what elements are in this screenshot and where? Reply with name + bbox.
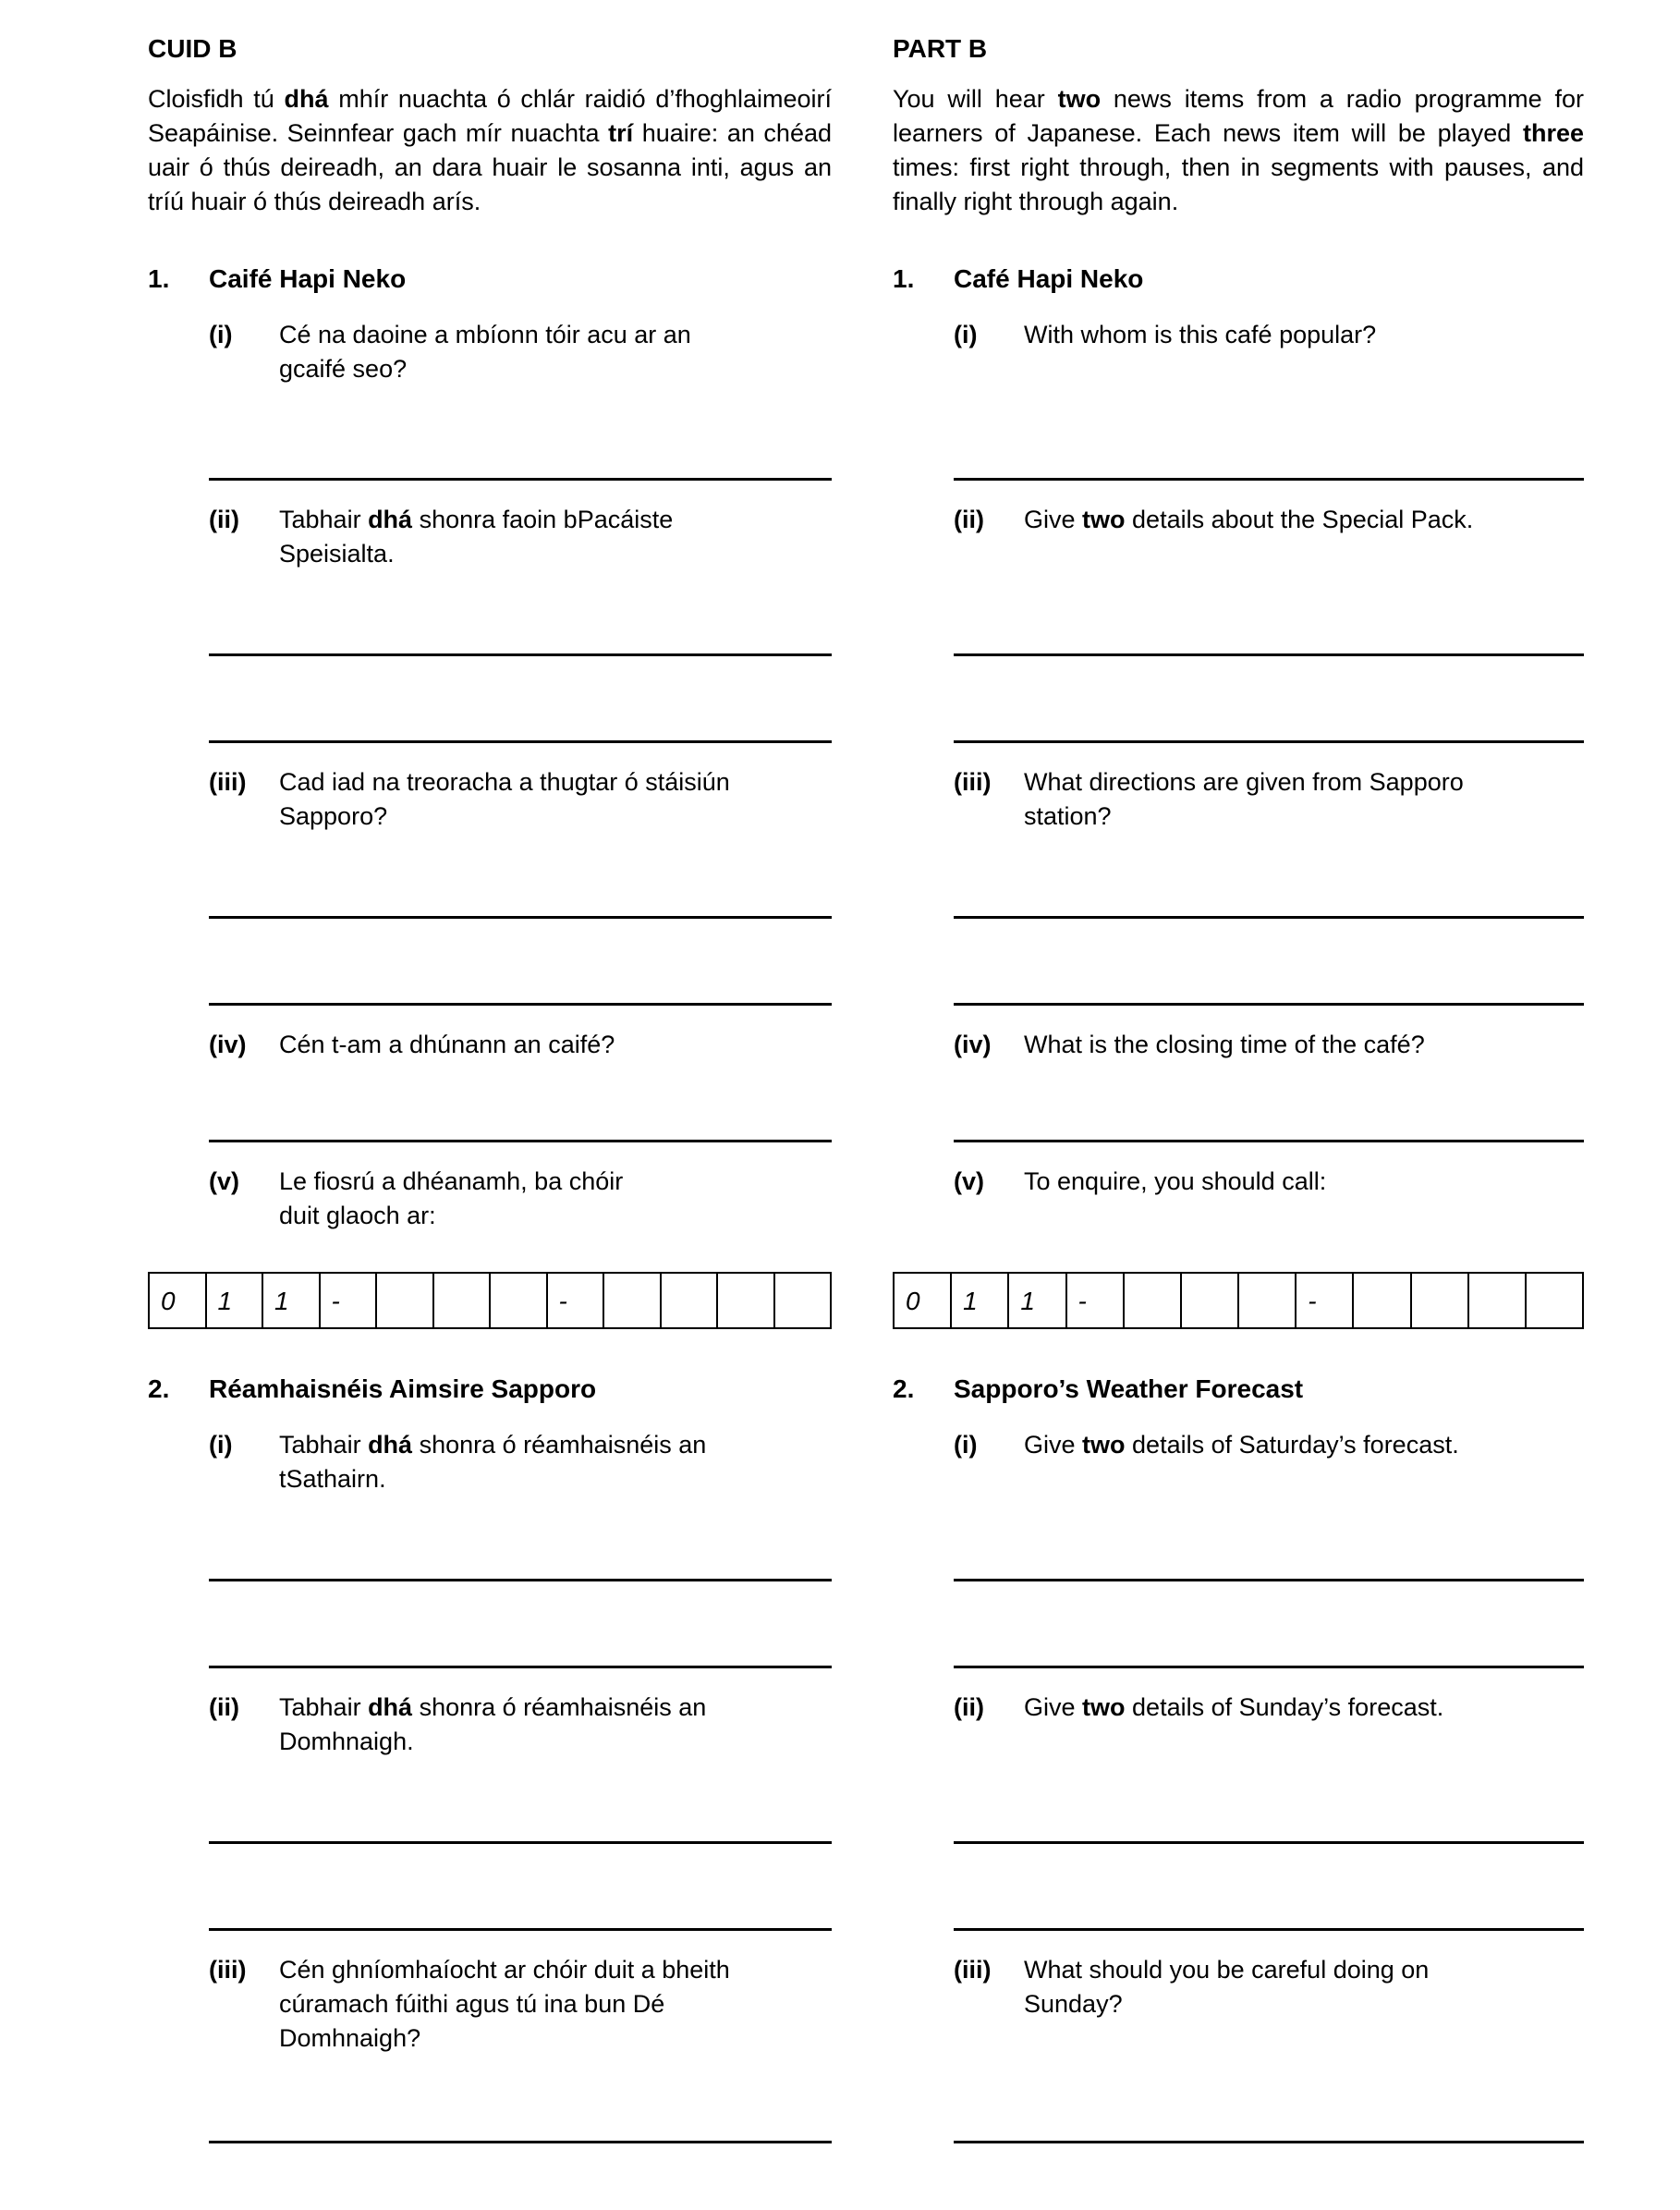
phone-row — [893, 1240, 1584, 1329]
column-heading-english: PART B — [893, 34, 988, 63]
section-2-title-row-english — [893, 1329, 1584, 1406]
question-row — [893, 1931, 1584, 2066]
phone-cell[interactable] — [375, 1274, 432, 1327]
phone-cell[interactable] — [603, 1274, 660, 1327]
answer-row — [148, 656, 832, 743]
phone-cell[interactable] — [660, 1274, 717, 1327]
question-label: (ii) — [209, 506, 239, 533]
question-row — [893, 1006, 1584, 1065]
question-text: Cén t-am a dhúnann an caifé? — [279, 1031, 615, 1058]
phone-number-grid — [893, 1272, 1584, 1329]
question-text: What should you be careful doing on Sunday? — [1024, 1956, 1430, 2018]
answer-row — [893, 1766, 1584, 1844]
phone-cell[interactable]: - — [546, 1274, 603, 1327]
section-number: 1. — [148, 264, 170, 293]
question-row — [148, 1006, 832, 1065]
question-label: (ii) — [954, 506, 984, 533]
answer-row — [148, 919, 832, 1006]
question-label: (i) — [954, 1431, 978, 1459]
question-row — [148, 743, 832, 841]
section-1-title-row-irish — [148, 219, 832, 296]
question-label: (iii) — [954, 768, 992, 796]
question-text: Le fiosrú a dhéanamh, ba chóir duit glaoch ar: — [279, 1167, 624, 1229]
answer-row — [893, 2066, 1584, 2143]
phone-row — [148, 1240, 832, 1329]
question-row — [148, 1406, 832, 1504]
phone-cell[interactable] — [1352, 1274, 1409, 1327]
question-text: What directions are given from Sapporo station? — [1024, 768, 1464, 830]
answer-row — [893, 579, 1584, 656]
question-row — [148, 1668, 832, 1766]
question-label: (ii) — [209, 1693, 239, 1721]
question-row — [893, 1668, 1584, 1766]
answer-row — [148, 1065, 832, 1142]
answer-row — [893, 394, 1584, 481]
question-text: Cad iad na treoracha a thugtar ó stáisiún Sapporo? — [279, 768, 730, 830]
question-text: Tabhair dhá shonra ó réamhaisnéis an Domhnaigh. — [279, 1693, 707, 1755]
question-text: Give two details about the Special Pack. — [1024, 506, 1474, 533]
question-row — [148, 1931, 832, 2066]
section-title: Café Hapi Neko — [954, 264, 1144, 293]
section-title: Caifé Hapi Neko — [209, 264, 407, 293]
question-row — [148, 481, 832, 579]
column-heading-irish: CUID B — [148, 34, 237, 63]
answer-row — [893, 1504, 1584, 1581]
answer-row — [893, 1065, 1584, 1142]
phone-cell[interactable]: 1 — [262, 1274, 319, 1327]
section-title: Réamhaisnéis Aimsire Sapporo — [209, 1374, 597, 1403]
phone-cell[interactable] — [1467, 1274, 1525, 1327]
question-text: Cé na daoine a mbíonn tóir acu ar an gcaifé seo? — [279, 321, 691, 383]
question-text: Tabhair dhá shonra ó réamhaisnéis an tSathairn. — [279, 1431, 707, 1493]
question-row — [148, 296, 832, 394]
answer-row — [148, 1844, 832, 1931]
section-2-title-row-irish — [148, 1329, 832, 1406]
answer-row — [893, 1581, 1584, 1668]
two-column-layout — [0, 31, 1680, 2143]
question-label: (iii) — [954, 1956, 992, 1984]
question-row — [893, 1142, 1584, 1240]
question-text: Give two details of Saturday’s forecast. — [1024, 1431, 1459, 1459]
phone-cell[interactable] — [1123, 1274, 1180, 1327]
phone-cell[interactable]: - — [1065, 1274, 1123, 1327]
question-label: (iv) — [209, 1031, 247, 1058]
answer-row — [148, 1581, 832, 1668]
question-label: (i) — [954, 321, 978, 348]
question-label: (i) — [209, 321, 233, 348]
answer-row — [893, 841, 1584, 919]
section-number: 1. — [893, 264, 915, 293]
answer-row — [148, 579, 832, 656]
phone-cell[interactable]: 1 — [1007, 1274, 1065, 1327]
answer-row — [148, 1504, 832, 1581]
phone-cell[interactable]: 1 — [205, 1274, 262, 1327]
question-row — [148, 1142, 832, 1240]
phone-cell[interactable] — [1410, 1274, 1467, 1327]
section-number: 2. — [148, 1374, 170, 1403]
question-label: (ii) — [954, 1693, 984, 1721]
phone-cell[interactable] — [1237, 1274, 1295, 1327]
answer-row — [893, 656, 1584, 743]
phone-number-grid — [148, 1272, 832, 1329]
answer-row — [148, 841, 832, 919]
question-label: (i) — [209, 1431, 233, 1459]
intro-paragraph-irish: Cloisfidh tú dhá mhír nuachta ó chlár raidió d’fhoghlaimeoirí Seapáinise. Seinnfear gach mír nuachta trí huaire: an chéad uair ó thús deireadh, an dara huair le sosanna inti, agus an tríú huair ó thús deireadh arís. — [148, 85, 832, 215]
phone-cell[interactable] — [1180, 1274, 1237, 1327]
question-text: Give two details of Sunday’s forecast. — [1024, 1693, 1444, 1721]
phone-cell[interactable] — [489, 1274, 546, 1327]
phone-cell[interactable] — [773, 1274, 831, 1327]
answer-row — [893, 1844, 1584, 1931]
question-row — [893, 481, 1584, 579]
phone-cell[interactable]: 0 — [906, 1286, 920, 1315]
answer-row — [893, 919, 1584, 1006]
answer-line[interactable] — [209, 2141, 832, 2143]
phone-cell[interactable]: 1 — [950, 1274, 1007, 1327]
answer-line[interactable] — [954, 2141, 1584, 2143]
phone-cell[interactable]: 0 — [161, 1286, 176, 1315]
phone-cell[interactable]: - — [319, 1274, 376, 1327]
answer-row — [148, 394, 832, 481]
question-label: (v) — [209, 1167, 239, 1195]
question-text: With whom is this café popular? — [1024, 321, 1377, 348]
question-label: (iii) — [209, 768, 247, 796]
phone-cell[interactable] — [432, 1274, 490, 1327]
question-label: (iv) — [954, 1031, 992, 1058]
question-text: Cén ghníomhaíocht ar chóir duit a bheith cúramach fúithi agus tú ina bun Dé Domhnaigh? — [279, 1956, 730, 2052]
question-text: To enquire, you should call: — [1024, 1167, 1327, 1195]
phone-cell[interactable]: - — [1295, 1274, 1352, 1327]
question-row — [893, 296, 1584, 394]
question-row — [893, 1406, 1584, 1504]
answer-row — [148, 2066, 832, 2143]
section-number: 2. — [893, 1374, 915, 1403]
question-text: What is the closing time of the café? — [1024, 1031, 1425, 1058]
section-1-title-row-english — [893, 219, 1584, 296]
question-text: Tabhair dhá shonra faoin bPacáiste Speisialta. — [279, 506, 674, 568]
phone-cell[interactable] — [716, 1274, 773, 1327]
question-label: (v) — [954, 1167, 984, 1195]
phone-cell[interactable] — [1525, 1274, 1582, 1327]
section-title: Sapporo’s Weather Forecast — [954, 1374, 1304, 1403]
intro-paragraph-english: You will hear two news items from a radio programme for learners of Japanese. Each news item will be played three times: first right through, then in segments with pauses, and finally right through again. — [893, 85, 1584, 215]
question-label: (iii) — [209, 1956, 247, 1984]
question-row — [893, 743, 1584, 841]
answer-row — [148, 1766, 832, 1844]
